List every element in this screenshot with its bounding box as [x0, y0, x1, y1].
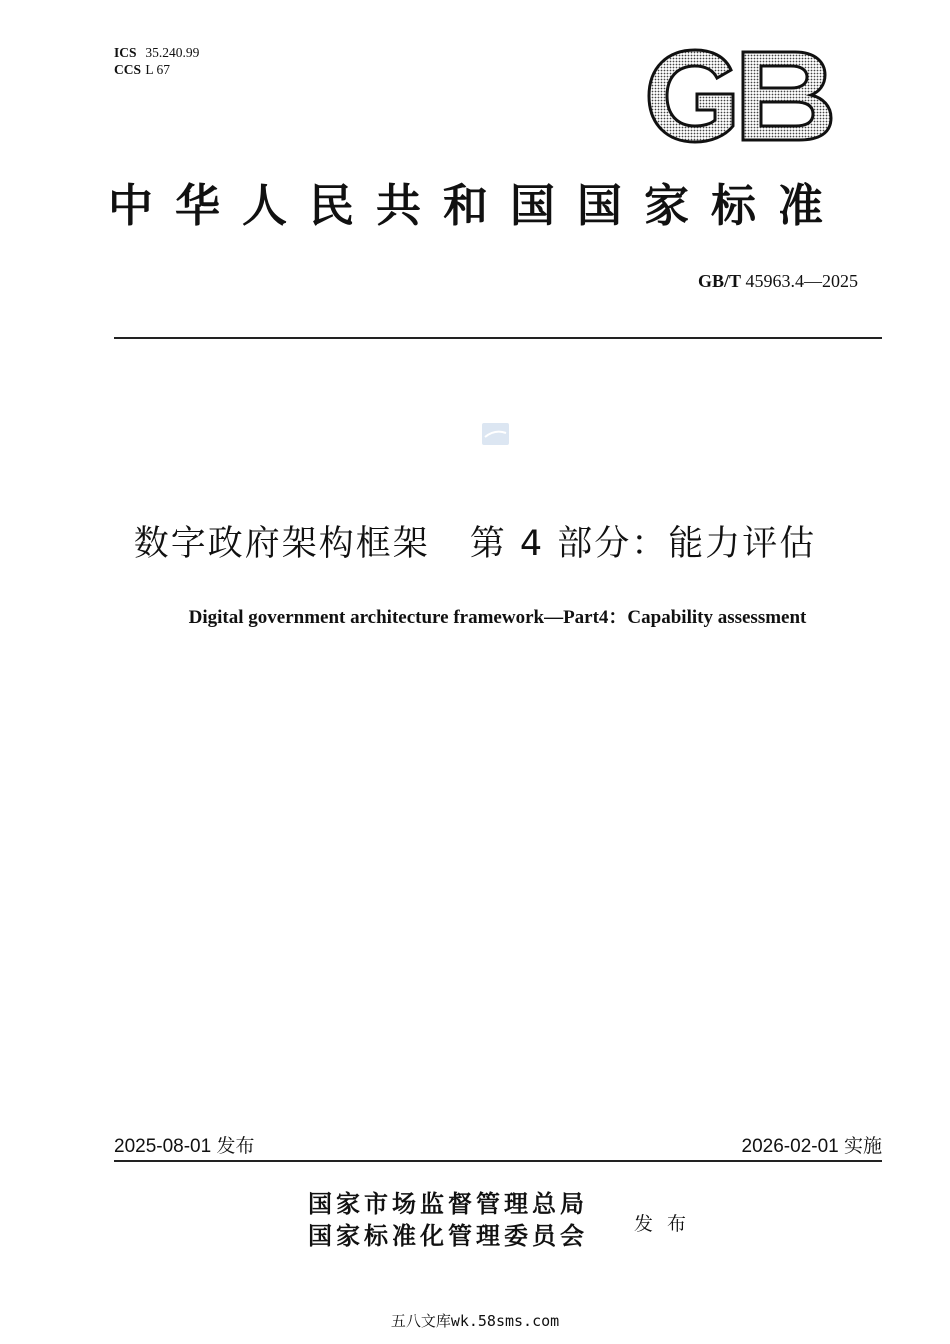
gb-logo-icon	[645, 48, 833, 144]
ccs-value: L 67	[145, 62, 170, 77]
ccs-line	[114, 61, 199, 78]
top-divider	[114, 337, 882, 339]
classification-codes	[114, 44, 199, 78]
publish-date: 2025-08-01 发布	[114, 1136, 255, 1157]
issuer-samr: 国家市场监督管理总局	[308, 1189, 588, 1218]
title-part: 第 4 部分：能力评估	[469, 524, 817, 564]
title-main: 数字政府架构框架	[133, 524, 430, 564]
standard-prefix: GB/T	[697, 271, 741, 291]
implementation-date: 2026-02-01 实施	[741, 1136, 882, 1157]
ccs-label: CCS	[114, 62, 142, 77]
standard-code: 45963.4—2025	[745, 271, 858, 291]
ics-value: 35.240.99	[145, 45, 200, 60]
issuer-sac: 国家标准化管理委员会	[308, 1221, 588, 1250]
ics-line	[114, 44, 199, 61]
issuing-authorities	[308, 1188, 588, 1252]
document-title-chinese	[0, 516, 950, 566]
ics-label: ICS	[114, 45, 137, 60]
standard-number	[698, 271, 858, 292]
publish-label: 发布	[634, 1213, 701, 1235]
footer-watermark: 五八文库wk.58sms.com	[390, 1312, 560, 1330]
bottom-divider	[114, 1160, 882, 1162]
sac-watermark-icon	[482, 423, 509, 445]
national-standard-heading: 中华人民共和国国家标准	[108, 179, 846, 232]
document-title-english: Digital government architecture framework—Part4：Capability assessment	[188, 607, 807, 628]
